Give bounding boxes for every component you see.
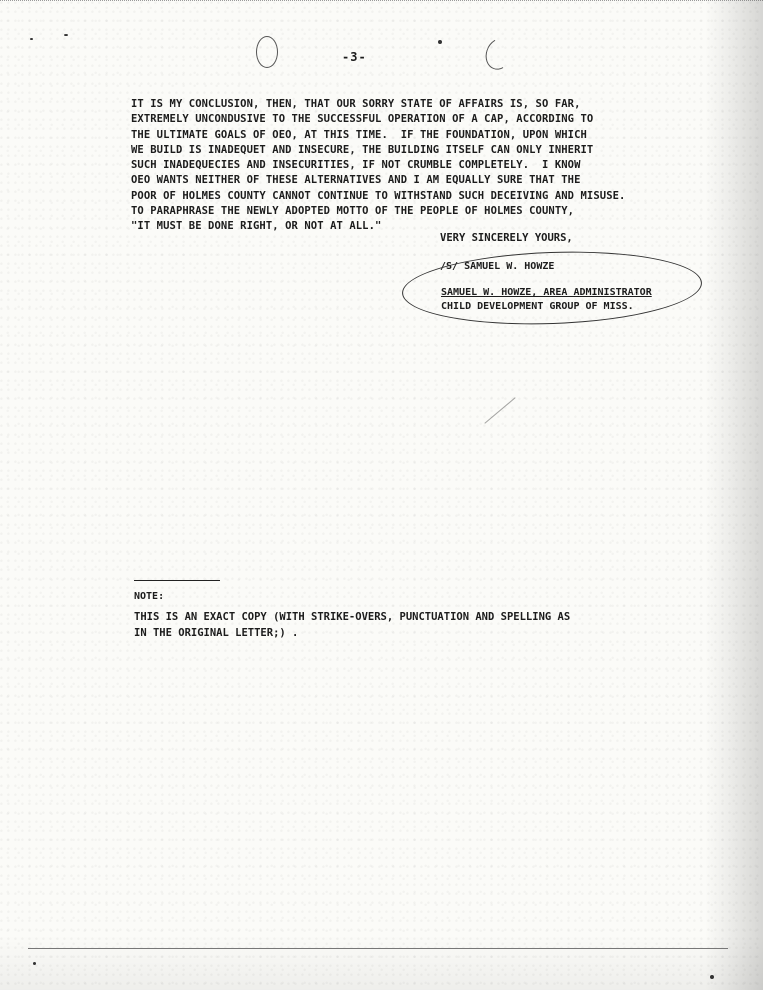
punch-hole-mark-left <box>256 36 278 68</box>
scan-speck <box>64 34 68 36</box>
note-divider <box>134 580 220 581</box>
top-dotted-border <box>0 0 763 1</box>
note-text: THIS IS AN EXACT COPY (WITH STRIKE-OVERS, PUNCTUATION AND SPELLING AS IN THE ORIGINAL LETTER;) . <box>134 611 571 639</box>
signature-line: /S/ SAMUEL W. HOWZE <box>440 261 555 272</box>
bottom-rule <box>28 948 728 949</box>
letter-body: IT IS MY CONCLUSION, THEN, THAT OUR SORRY STATE OF AFFAIRS IS, SO FAR, EXTREMELY UNCONDUSIVE TO THE SUCCESSFUL OPERATION OF A CAP, ACCORDING TO THE ULTIMATE GOALS OF OEO, AT THIS TIME. IF THE FOUNDATION, UPON WHICH WE BUILD IS INADEQUET AND INSECURE, THE BUILDING ITSELF CAN ONLY INHERIT SUCH INADEQUECIES AND INSECURITIES, IF NOT CRUMBLE COMPLETELY. I KNOW OEO WANTS NEITHER OF THESE ALTERNATIVES AND I AM EQUALLY SURE THAT THE POOR OF HOLMES COUNTY CANNOT CONTINUE TO WITHSTAND SUCH DECEIVING AND MISUSE. TO PARAPHRASE THE NEWLY ADOPTED MOTTO OF THE PEOPLE OF HOLMES COUNTY, "IT MUST BE DONE RIGHT, OR NOT AT ALL." <box>131 98 626 233</box>
page-number: -3- <box>342 50 367 64</box>
scan-speck <box>33 962 36 965</box>
stray-pen-mark <box>484 397 515 423</box>
note-label: NOTE: <box>134 591 165 602</box>
scan-speck <box>710 975 714 979</box>
punch-hole-mark-right <box>481 35 516 74</box>
scan-shadow-edge <box>705 0 763 990</box>
scan-bottom-shadow <box>0 935 763 990</box>
scan-speck <box>30 38 33 40</box>
closing-salutation: VERY SINCERELY YOURS, <box>440 232 573 244</box>
signer-name-title: SAMUEL W. HOWZE, AREA ADMINISTRATOR <box>441 287 652 298</box>
scan-speck <box>438 40 442 44</box>
signer-organization: CHILD DEVELOPMENT GROUP OF MISS. <box>441 301 634 312</box>
